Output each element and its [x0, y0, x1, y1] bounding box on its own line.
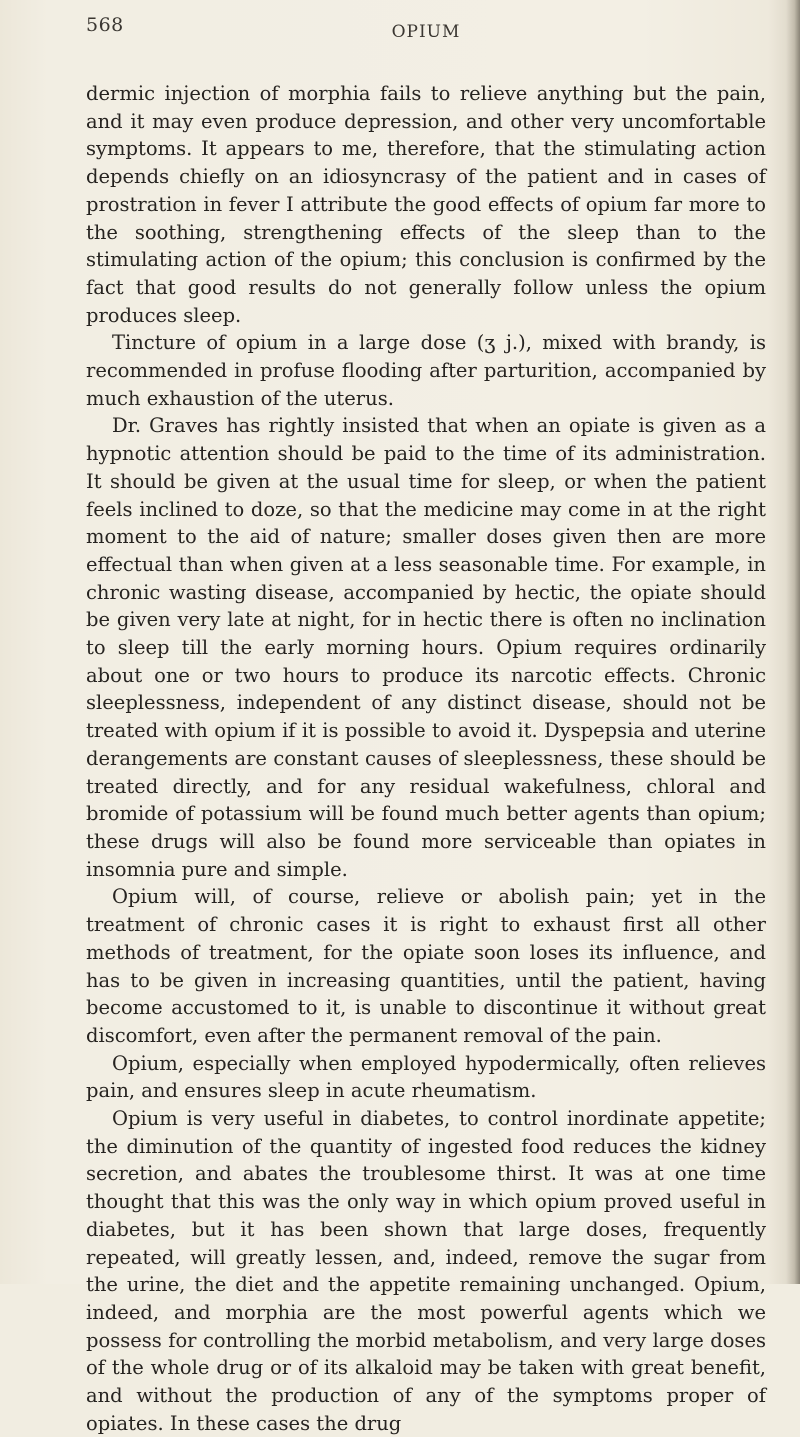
- paragraph-diabetes: Opium is very useful in diabetes, to control inordinate appetite; the diminution of the quantity of ingested food reduces the kidney secretion, and abates the troublesome thirst. It was at one time thought that this was the only way in which opium proved useful in diabetes, but it has been shown that large doses, frequently repeated, will greatly lessen, and, indeed, remove the sugar from the urine, the diet and the appetite remaining unchanged. Opium, indeed, and morphia are the most powerful agents which we possess for controlling the morbid metabolism, and very large doses of the whole drug or of its alkaloid may be taken with great benefit, and without the production of any of the symptoms proper of opiates. In these cases the drug: [86, 1107, 766, 1435]
- text-body: [86, 80, 766, 1437]
- paragraph-tincture: Tincture of opium in a large dose (ʒ j.), mixed with brandy, is recommended in profuse flooding after parturition, accompanied by much exhaustion of the uterus.: [86, 331, 766, 410]
- paragraph-continued: dermic injection of morphia fails to relieve anything but the pain, and it may even produce depression, and other very uncomfortable symptoms. It appears to me, therefore, that the stimulating action depends chiefly on an idiosyncrasy of the patient and in cases of prostration in fever I attribute the good effects of opium far more to the soothing, strengthening effects of the sleep than to the stimulating action of the opium; this conclusion is confirmed by the fact that good results do not generally follow unless the opium produces sleep.: [86, 82, 766, 327]
- running-title: OPIUM: [391, 22, 461, 42]
- running-head: [86, 14, 766, 44]
- paragraph-graves: Dr. Graves has rightly insisted that when an opiate is given as a hypnotic attention should be paid to the time of its administration. It should be given at the usual time for sleep, or when the patient feels inclined to doze, so that the medicine may come in at the right moment to the aid of nature; smaller doses given then are more effectual than when given at a less seasonable time. For example, in chronic wasting disease, accompanied by hectic, the opiate should be given very late at night, for in hectic there is often no inclination to sleep till the early morning hours. Opium requires ordinarily about one or two hours to produce its narcotic effects. Chronic sleeplessness, independent of any distinct disease, should not be treated with opium if it is possible to avoid it. Dyspepsia and uterine derangements are constant causes of sleeplessness, these should be treated directly, and for any residual wakefulness, chloral and bromide of potassium will be found much better agents than opium; these drugs will also be found more serviceable than opiates in insomnia pure and simple.: [86, 414, 766, 881]
- page-number: 568: [86, 14, 124, 36]
- page-edge-shadow: [786, 0, 800, 1284]
- paragraph-rheumatism: Opium, especially when employed hypodermically, often relieves pain, and ensures sleep in acute rheumatism.: [86, 1051, 766, 1103]
- paragraph-pain: Opium will, of course, relieve or abolish pain; yet in the treatment of chronic cases it is right to exhaust first all other methods of treatment, for the opiate soon loses its influence, and has to be given in increasing quantities, until the patient, having become accustomed to it, is unable to discontinue it without great discomfort, even after the permanent removal of the pain.: [86, 885, 766, 1047]
